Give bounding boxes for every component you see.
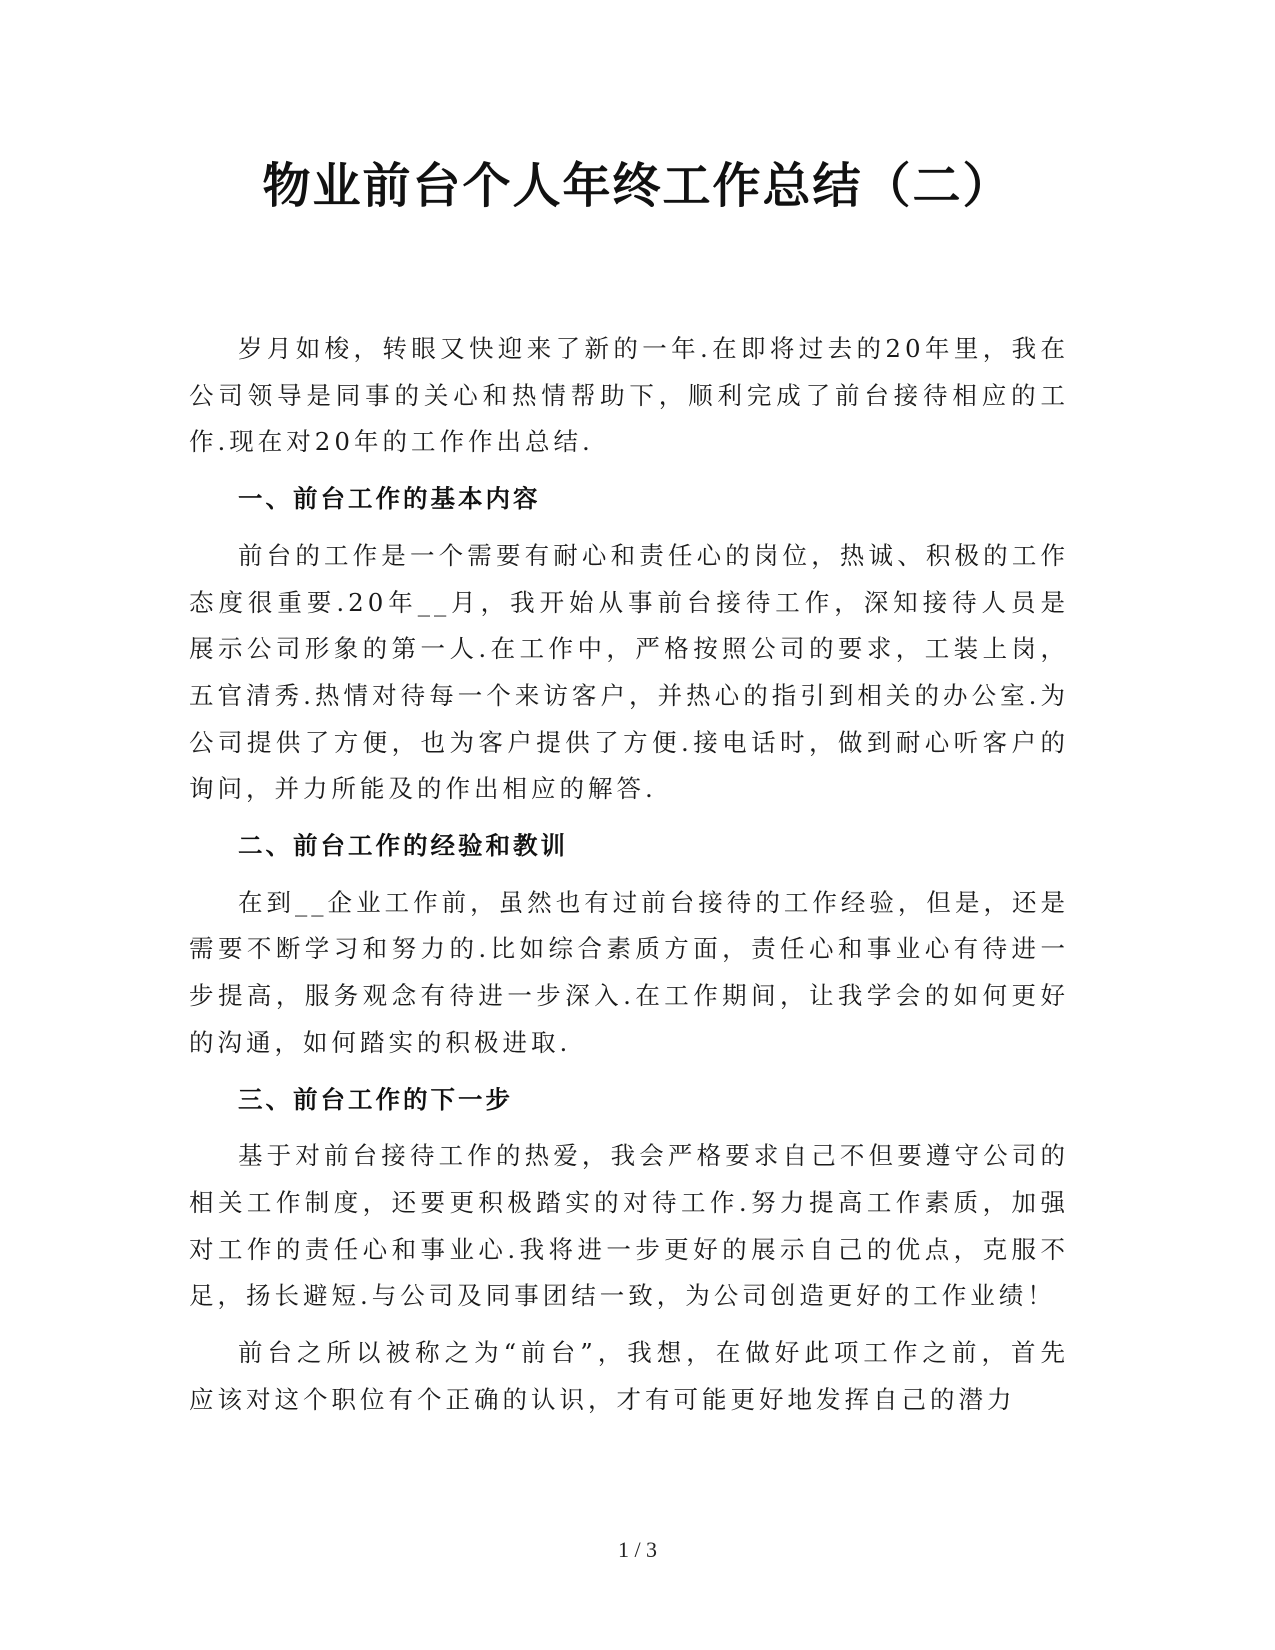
page-number: 1 / 3 <box>617 1537 658 1562</box>
section-2-paragraph: 在到__企业工作前，虽然也有过前台接待的工作经验，但是，还是需要不断学习和努力的.比如综合素质方面，责任心和事业心有待进一步提高，服务观念有待进一步深入.在工作期间，让我学会的如何更好的沟通，如何踏实的积极进取. <box>189 887 1069 1057</box>
document-body <box>189 326 1069 1433</box>
section-heading-2: 二、前台工作的经验和教训 <box>238 831 568 861</box>
closing-paragraph: 前台之所以被称之为“前台”，我想，在做好此项工作之前，首先应该对这个职位有个正确的认识，才有可能更好地发挥自己的潜力 <box>189 1338 1069 1414</box>
document-title: 物业前台个人年终工作总结（二） <box>262 158 1013 214</box>
section-3-paragraph: 基于对前台接待工作的热爱，我会严格要求自己不但要遵守公司的相关工作制度，还要更积极踏实的对待工作.努力提高工作素质，加强对工作的责任心和事业心.我将进一步更好的展示自己的优点，克服不足，扬长避短.与公司及同事团结一致，为公司创造更好的工作业绩！ <box>189 1141 1069 1311</box>
intro-paragraph: 岁月如梭，转眼又快迎来了新的一年.在即将过去的20年里，我在公司领导是同事的关心和热情帮助下，顺利完成了前台接待相应的工作.现在对20年的工作作出总结. <box>189 334 1069 457</box>
section-1-paragraph: 前台的工作是一个需要有耐心和责任心的岗位，热诚、积极的工作态度很重要.20年__月，我开始从事前台接待工作，深知接待人员是展示公司形象的第一人.在工作中，严格按照公司的要求，工装上岗，五官清秀.热情对待每一个来访客户，并热心的指引到相关的办公室.为公司提供了方便，也为客户提供了方便.接电话时，做到耐心听客户的询问，并力所能及的作出相应的解答. <box>189 540 1069 804</box>
section-heading-3: 三、前台工作的下一步 <box>238 1084 513 1114</box>
section-heading-1: 一、前台工作的基本内容 <box>238 484 541 514</box>
